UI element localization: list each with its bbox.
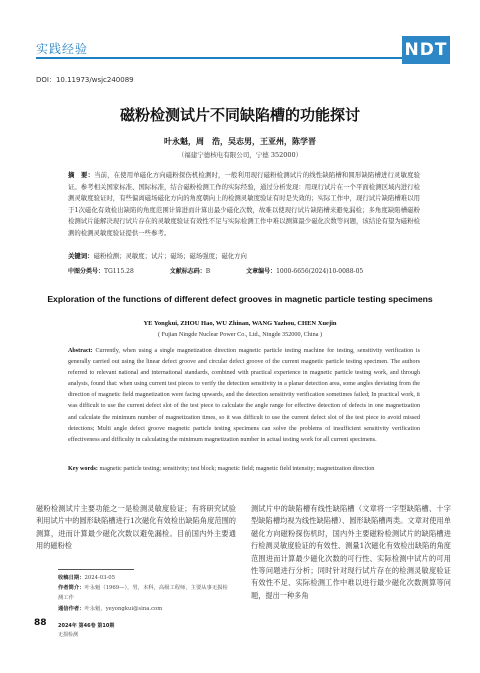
keywords-label-chinese: 关键词： [68,252,94,260]
header-rule [36,57,422,59]
article-number: 文章编号：1000-6656(2024)10-0088-05 [246,268,364,275]
keywords-text-english: magnetic particle testing; sensitivity; test block; magnetic field; magnetic field intensity; magnetization direction [99,466,375,472]
classification-row [68,266,428,275]
authors-chinese: 叶永魁，周 浩，吴志男，王亚州，陈学晋 [164,137,316,146]
abstract-text-chinese: 当前，在使用单磁化方向磁粉探伤机检测时，一般利用现行磁粉检测试片的线性缺陷槽和圆形缺陷槽进行灵敏度验证。参考相关国家标准、国际标准，结合磁粉检测工作的实际经验，通过分析发现：用现行试片在一个平面检测区域内进行检测灵敏度验证时，有些偏离磁场磁化方向的角度朝向上的检测灵敏度验证有时是失效的；实际工作中，现行试片缺陷槽难以用于1次磁化有效检出缺陷的角度范围计算进而计算出最少磁化次数，故难以使现行试片缺陷槽来避免漏检；多角度缺陷槽磁粉检测试片能解决现行试片存在的灵敏度验证有效性不足与实际检测工作中难以测算最少磁化次数等问题，该结论有望为磁粉检测的检测灵敏度验证提供一些参考。 [68,171,421,237]
doi-text: DOI：10.11973/wsjc240089 [36,76,134,84]
keywords-text-chinese: 磁粉检测；灵敏度；试片；磁场；磁场强度；磁化方向 [93,252,247,260]
journal-info [58,622,114,639]
affiliation-english: ( Fujian Ningde Nuclear Power Co., Ltd., Ningde 352000, China ) [157,331,323,338]
abstract-label-chinese: 摘 要： [68,171,95,179]
body-column-left: 磁粉检测试片主要功能之一是检测灵敏度验证；有将研究试验利用试片中的圆形缺陷槽进行1次磁化有效检出缺陷角度范围的测算，进而计算最少磁化次数以避免漏检。目前国内外主要通用的磁粉检 [36,504,236,551]
affiliation-chinese: （福建宁德核电有限公司，宁德 352000） [177,151,303,159]
footnote [58,573,228,614]
section-header: 实践经验 [36,42,89,56]
journal-logo: NDT [402,36,450,64]
footnote-rule [58,569,134,570]
authors-english: YE Yongkui, ZHOU Hao, WU Zhinan, WANG Yazhou, CHEN Xuejin [143,320,337,327]
abstract-text-english: Currently, when using a single magnetization direction magnetic particle testing machine for testing, sensitivity verification is generally carried out using the linear defect groove and circular defect groove of the current magnetic particle testing specimen. The authors referred to relevant national and international standards, combined with practical experience in magnetic particle testing work, and through analysis, found that: when using current test pieces to verify the detection sensitivity in a planar detection area, some angles deviating from the direction of magnetic field magnetization were facing upwards, and the detection sensitivity verification sometimes failed; In practical work, it was difficult to use the current defect slot of the test piece to calculate the angle range for effective detection of defects in one magnetization and calculate the minimum number of magnetization times, so it was difficult to use the current defect slot of the test piece to avoid missed detections; Multi angle defect groove magnetic particle testing specimens can solve the problems of insufficient sensitivity verification effectiveness and difficulty in calculating the minimum magnetization number in actual testing work for all current specimens. [68,348,420,443]
received-date: 收稿日期：2024-03-05 [58,575,116,581]
journal-issue: 2024年 第46卷 第10期 [58,623,115,629]
title-english: Exploration of the functions of different defect grooves in magnetic particle testing specimens [47,294,433,304]
class-number: 中图分类号：TG115.28 [68,268,134,275]
abstract-english [68,346,420,446]
corresponding-author: 通信作者：叶永魁，yeyongkui@sina.com [58,605,163,612]
keywords-label-english: Key words: [68,466,98,472]
keywords-english [68,464,420,475]
keywords-chinese [68,251,420,260]
body-column-right: 测试片中的缺陷槽有线性缺陷槽（文章将一字型缺陷槽、十字型缺陷槽均视为线性缺陷槽）、圆形缺陷槽两类。文章对使用单磁化方向磁粉探伤机时，国内外主要磁粉检测试片的缺陷槽进行检测灵敏度验证的有效性、测量1次磁化有效检出缺陷的角度范围进而计算最少磁化次数的可行性、实际检测中试片的可用性等问题进行分析；同时针对现行试片存在的检测灵敏度验证有效性不足、实际检测工作中难以进行最少磁化次数测算等问题，提出一种多角 [251,504,451,600]
author-bio: 作者简介：叶永魁（1969—），男，本科，高级工程师，主要从事无损检测工作 [58,585,228,602]
doc-code: 文献标志码：B [169,268,211,275]
title-chinese: 磁粉检测试片不同缺陷槽的功能探讨 [119,106,360,124]
abstract-label-english: Abstract: [68,348,93,354]
page-number: 88 [34,618,47,628]
abstract-chinese [68,170,420,239]
journal-name: 无损检测 [58,631,79,638]
